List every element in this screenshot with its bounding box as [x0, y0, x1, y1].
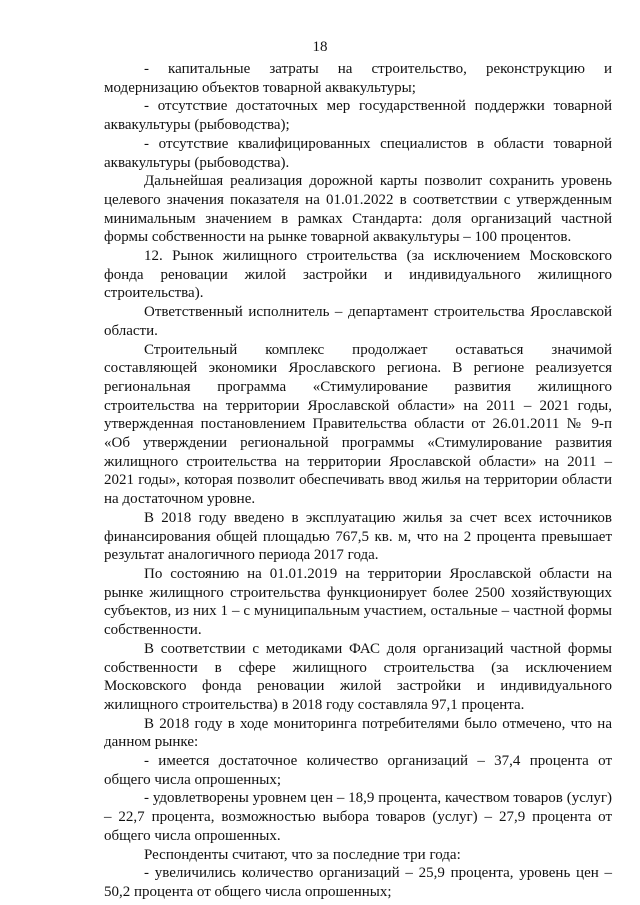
paragraph: Дальнейшая реализация дорожной карты позволит сохранить уровень целевого значения показателя на 01.01.2022 в соответствии с утвержденным минимальным значением в рамках Стандарта: доля организаций частной формы собственности на рынке товарной аквакультуры – 100 процентов. [104, 173, 612, 246]
list-item: - увеличились количество организаций – 25,9 процента, уровень цен – 50,2 процента от общего числа опрошенных; [104, 865, 612, 900]
paragraph: В соответствии с методиками ФАС доля организаций частной формы собственности в сфере жилищного строительства (за исключением Московского фонда реновации жилой застройки и индивидуального жилищного строительства) в 2018 году составляла 97,1 процента. [104, 640, 612, 713]
paragraph: В 2018 году в ходе мониторинга потребителями было отмечено, что на данном рынке: [104, 715, 612, 751]
list-item: - отсутствие достаточных мер государственной поддержки товарной аквакультуры (рыбоводства); [104, 98, 612, 134]
list-item: - отсутствие квалифицированных специалистов в области товарной аквакультуры (рыбоводства). [104, 135, 612, 171]
list-item: - капитальные затраты на строительство, реконструкцию и модернизацию объектов товарной аквакультуры; [104, 61, 612, 96]
paragraph: Строительный комплекс продолжает оставаться значимой составляющей экономики Ярославского региона. В регионе реализуется региональная программа «Стимулирование развития жилищного строительства на территории Ярославской области» на 2011 – 2021 годы, утвержденная постановлением Правительства области от 26.01.2011 № 9-п «Об утверждении региональной программы «Стимулирование развития жилищного строительства на территории Ярославской области» на 2011 – 2021 годы», которая позволит обеспечивать ввод жилья на территории области на достаточном уровне. [104, 341, 612, 508]
paragraph: Ответственный исполнитель – департамент строительства Ярославской области. [104, 304, 612, 339]
list-item: - удовлетворены уровнем цен – 18,9 процента, качеством товаров (услуг) – 22,7 процента, возможностью выбора товаров (услуг) – 27,9 процента от общего числа опрошенных. [104, 790, 612, 844]
section-heading: 12. Рынок жилищного строительства (за исключением Московского фонда реновации жилой застройки и индивидуального жилищного строительства). [104, 248, 612, 302]
paragraph: По состоянию на 01.01.2019 на территории Ярославской области на рынке жилищного строительства функционирует более 2500 хозяйствующих субъектов, из них 1 – с муниципальным участием, остальные – частной формы собственности. [104, 565, 612, 639]
paragraph: Респонденты считают, что за последние три года: [144, 846, 461, 863]
document-body [104, 60, 612, 902]
page-number: 18 [312, 39, 328, 55]
paragraph: В 2018 году введено в эксплуатацию жилья за счет всех источников финансирования общей площадью 767,5 кв. м, что на 2 процента превышает результат аналогичного периода 2017 года. [104, 509, 612, 564]
list-item: - имеется достаточное количество организаций – 37,4 процента от общего числа опрошенных; [104, 753, 612, 788]
